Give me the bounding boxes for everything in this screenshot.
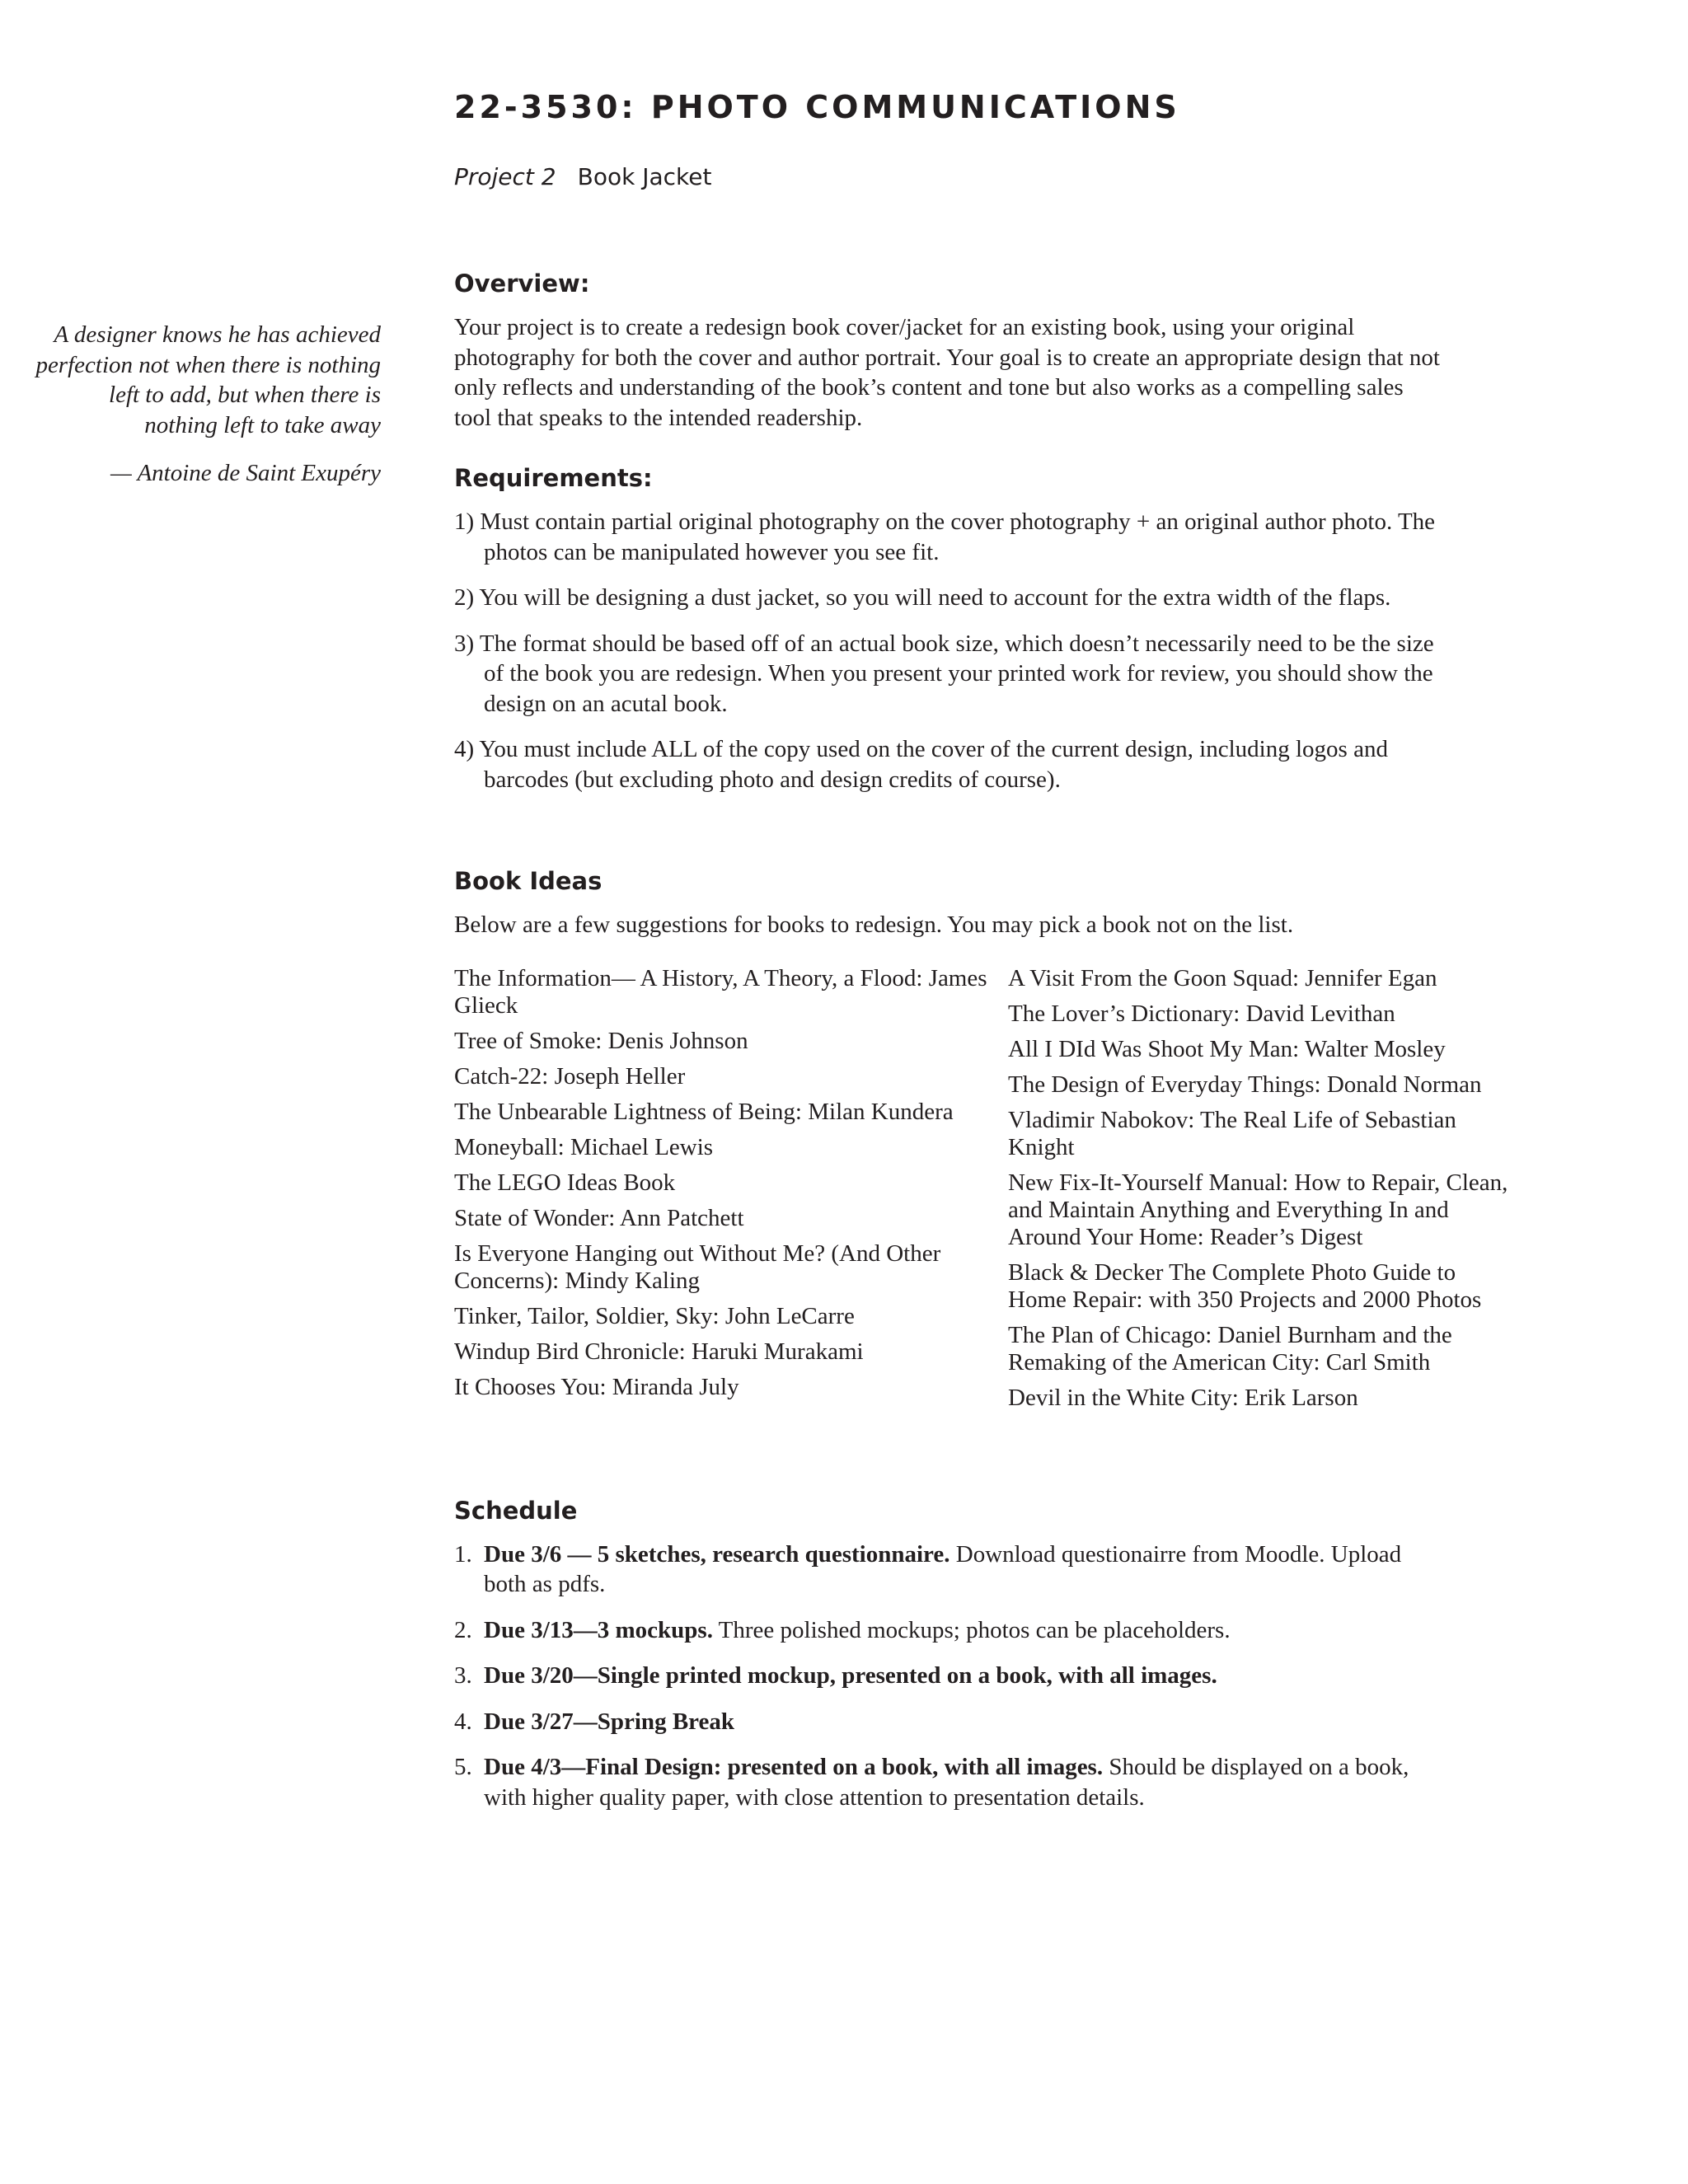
book-item: Windup Bird Chronicle: Haruki Murakami [454, 1338, 864, 1365]
book-item: The Information— A History, A Theory, a Flood: James Glieck [454, 964, 987, 1019]
book-item: The Unbearable Lightness of Being: Milan Kundera [454, 1098, 954, 1125]
project-line [454, 163, 711, 190]
overview-section [454, 269, 1526, 433]
overview-text: Your project is to create a redesign book cover/jacket for an existing book, using your original photography for both the cover and author portrait. Your goal is to create an appropriate design that not only reflects and understanding of the book’s content and tone but also works as a compelling sales tool that speaks to the intended readership. [454, 314, 1440, 431]
main-content [454, 269, 1526, 1828]
book-item: The LEGO Ideas Book [454, 1169, 676, 1196]
book-item: It Chooses You: Miranda July [454, 1373, 739, 1400]
requirements-heading: Requirements: [454, 464, 653, 492]
schedule-item: 1. Due 3/6 — 5 sketches, research questionnaire. Download questionairre from Moodle. Upload both as pdfs. [454, 1540, 1402, 1597]
book-item: Vladimir Nabokov: The Real Life of Sebastian Knight [1008, 1106, 1456, 1160]
book-item: Catch-22: Joseph Heller [454, 1062, 686, 1090]
overview-heading: Overview: [454, 269, 590, 298]
book-ideas-section [454, 866, 1526, 1420]
book-list-right [1008, 965, 1519, 1420]
schedule-list [454, 1540, 1443, 1813]
book-item: Devil in the White City: Erik Larson [1008, 1384, 1358, 1411]
sidebar-quote [35, 320, 381, 489]
requirement-item: 4) You must include ALL of the copy used on the cover of the current design, including logos and barcodes (but excluding photo and design credits of course). [454, 736, 1388, 793]
book-item: The Plan of Chicago: Daniel Burnham and the Remaking of the American City: Carl Smith [1008, 1321, 1452, 1376]
schedule-item: 5. Due 4/3—Final Design: presented on a book, with all images. Should be displayed on a book, with higher quality paper, with close attention to presentation details. [454, 1754, 1409, 1811]
book-item: State of Wonder: Ann Patchett [454, 1204, 744, 1231]
book-ideas-heading: Book Ideas [454, 867, 603, 895]
schedule-heading: Schedule [454, 1496, 578, 1525]
book-item: New Fix-It-Yourself Manual: How to Repair, Clean, and Maintain Anything and Everything In and Around Your Home: Reader’s Digest [1008, 1169, 1508, 1250]
book-item: Tinker, Tailor, Soldier, Sky: John LeCarre [454, 1302, 855, 1329]
requirement-item: 3) The format should be based off of an actual book size, which doesn’t necessarily need to be the size of the book you are redesign. When you present your printed work for review, you should show the design on an acutal book. [454, 630, 1434, 717]
book-item: Is Everyone Hanging out Without Me? (And Other Concerns): Mindy Kaling [454, 1240, 941, 1294]
book-item: All I DId Was Shoot My Man: Walter Mosley [1008, 1035, 1446, 1062]
project-name: Book Jacket [577, 163, 712, 190]
book-ideas-intro: Below are a few suggestions for books to redesign. You may pick a book not on the list. [454, 912, 1294, 938]
requirement-item: 1) Must contain partial original photography on the cover photography + an original author photo. The photos can be manipulated however you see fit. [454, 509, 1436, 565]
book-item: Moneyball: Michael Lewis [454, 1133, 714, 1160]
schedule-item: 2. Due 3/13—3 mockups. Three polished mockups; photos can be placeholders. [454, 1616, 1231, 1643]
quote-text: A designer knows he has achieved perfection not when there is nothing left to add, but when there is nothing left to take away [35, 321, 381, 438]
book-list [454, 965, 1526, 1420]
course-title: 22-3530: PHOTO COMMUNICATIONS [454, 89, 1180, 125]
book-item: Tree of Smoke: Denis Johnson [454, 1027, 748, 1054]
book-item: Black & Decker The Complete Photo Guide to Home Repair: with 350 Projects and 2000 Photos [1008, 1258, 1482, 1313]
requirements-list [454, 507, 1443, 794]
requirement-item: 2) You will be designing a dust jacket, so you will need to account for the extra width of the flaps. [454, 584, 1391, 611]
quote-attribution: — Antoine de Saint Exupéry [110, 460, 381, 486]
book-item: The Design of Everyday Things: Donald Norman [1008, 1071, 1482, 1098]
book-list-left [454, 965, 1008, 1420]
schedule-item: 4. Due 3/27—Spring Break [454, 1708, 735, 1735]
project-label: Project 2 [454, 163, 556, 190]
book-item: The Lover’s Dictionary: David Levithan [1008, 1000, 1395, 1027]
schedule-item: 3. Due 3/20—Single printed mockup, presented on a book, with all images. [454, 1662, 1217, 1689]
schedule-section [454, 1496, 1526, 1813]
book-item: A Visit From the Goon Squad: Jennifer Egan [1008, 964, 1437, 991]
requirements-section [454, 463, 1526, 794]
